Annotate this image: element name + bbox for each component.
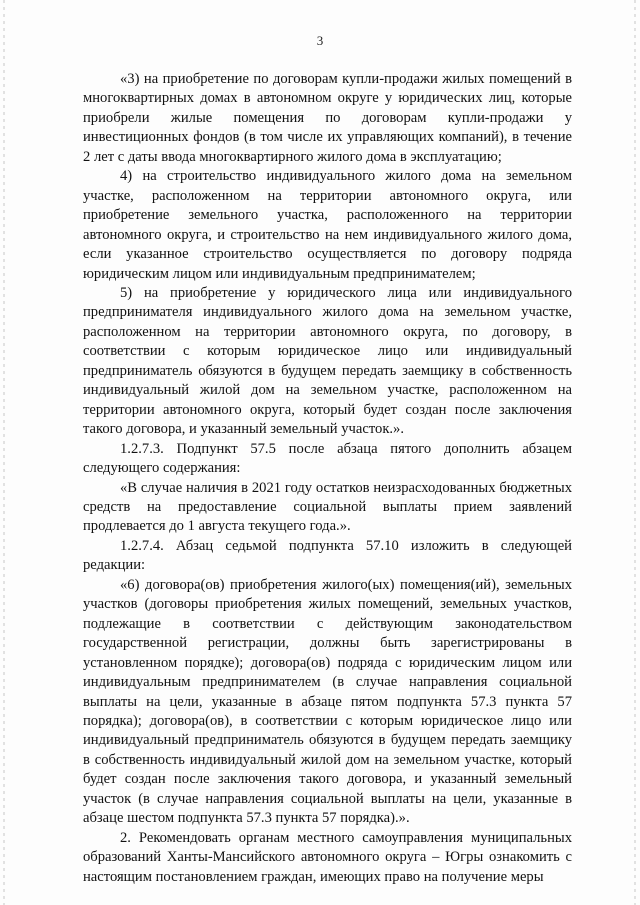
paragraph-1-2-7-4: 1.2.7.4. Абзац седьмой подпункта 57.10 изложить в следующей редакции:: [83, 537, 572, 574]
paragraph-1-2-7-3: 1.2.7.3. Подпункт 57.5 после абзаца пятого дополнить абзацем следующего содержания:: [83, 440, 572, 477]
paragraph-quote-2021: «В случае наличия в 2021 году остатков неизрасходованных бюджетных средств на предоставление социальной выплаты прием заявлений продлевается до 1 августа текущего года.».: [83, 479, 572, 535]
paragraph-item-3: «3) на приобретение по договорам купли-продажи жилых помещений в многоквартирных домах в автономном округе у юридических лиц, которые приобрели жилые помещения по договорам купли-продажи у инвестиционных фондов (в том числе их управляющих компаний), в течение 2 лет с даты ввода многоквартирного жилого дома в эксплуатацию;: [83, 71, 572, 165]
scan-edge-right: [634, 0, 636, 905]
paragraph-2-recommend: 2. Рекомендовать органам местного самоуправления муниципальных образований Ханты-Мансийского автономного округа – Югры ознакомить с настоящим постановлением граждан, имеющих право на получение меры: [83, 829, 572, 885]
paragraph-item-5: 5) на приобретение у юридического лица или индивидуального предпринимателя индивидуального жилого дома на земельном участке, расположенном на территории автономного округа, по договору, в соответствии с которым юридическое лицо или индивидуальный предприниматель обязуются в будущем передать заемщику в собственность индивидуальный жилой дом на земельном участке, расположенном на территории автономного округа, который будет создан после заключения такого договора, и указанный земельный участок.».: [83, 284, 572, 438]
paragraph-quote-6: «6) договора(ов) приобретения жилого(ых) помещения(ий), земельных участков (договоры приобретения жилых помещений, земельных участков, подлежащие в соответствии с действующим законодательством государственной регистрации, должны быть зарегистрированы в установленном порядке); договора(ов) подряда с юридическим лицом или индивидуальным предпринимателем (в случае направления социальной выплаты на цели, указанные в абзаце пятом подпункта 57.3 пункта 57 порядка); договора(ов), в соответствии с которым юридическое лицо или индивидуальный предприниматель обязуются в будущем передать заемщику в собственность индивидуальный жилой дом на земельном участке, который будет создан после заключения такого договора, и указанный земельный участок (в случае направления социальной выплаты на цели, указанные в абзаце шестом подпункта 57.3 пункта 57 порядка).».: [83, 576, 572, 827]
scan-edge-left: [3, 0, 5, 905]
document-body: [83, 70, 572, 887]
page-number: 3: [316, 33, 324, 48]
paragraph-item-4: 4) на строительство индивидуального жилого дома на земельном участке, расположенном на территории автономного округа, или приобретение земельного участка, расположенного на территории автономного округа, и строительство на нем индивидуального жилого дома, если указанное строительство осуществляется по договору подряда юридическим лицом или индивидуальным предпринимателем;: [83, 168, 572, 282]
